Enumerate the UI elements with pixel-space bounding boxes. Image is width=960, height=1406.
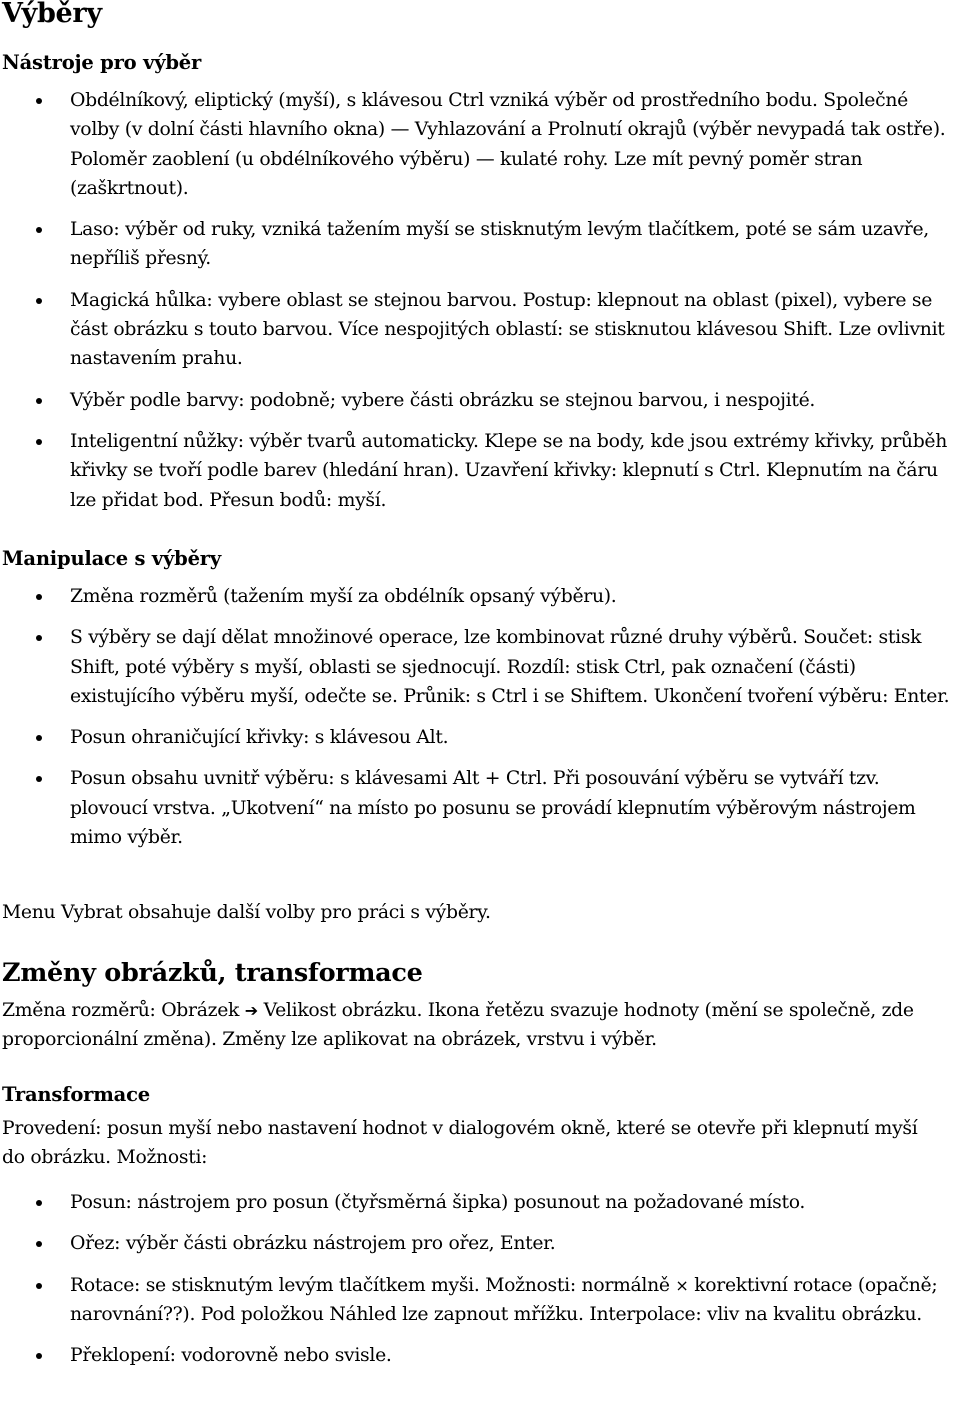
list-item-text: Inteligentní nůžky: výběr tvarů automaticky. Klepe se na body, kde jsou extrémy křivky, průběh křivky se tvoří podle barev (hledání hran). Uzavření křivky: klepnutí s Ctrl. Klepnutím na čáru lze přidat bod. Přesun bodů: myší. [70, 430, 948, 511]
list-item [0, 623, 954, 711]
list-item [0, 215, 954, 274]
bullet-icon [36, 1241, 42, 1247]
manipulation-note: Menu Vybrat obsahuje další volby pro práci s výběry. [2, 902, 491, 923]
bullet-icon [36, 227, 42, 233]
list-item-text: Překlopení: vodorovně nebo svisle. [70, 1345, 392, 1367]
list-item-text: Posun obsahu uvnitř výběru: s klávesami Alt + Ctrl. Při posouvání výběru se vytváří tzv. plovoucí vrstva. „Ukotvení“ na místo po posunu se provádí klepnutím výběrovým nástrojem mimo výběr. [70, 768, 916, 849]
list-item-text: Ořez: výběr části obrázku nástrojem pro ořez, Enter. [70, 1233, 556, 1255]
bullet-icon [36, 776, 42, 782]
list-item [0, 427, 954, 515]
transform-list [0, 1188, 954, 1370]
heading-manipulation: Manipulace s výběry [2, 547, 222, 570]
bullet-icon [36, 439, 42, 445]
list-item-text: Změna rozměrů (tažením myší za obdélník opsaný výběru). [70, 586, 617, 607]
times-icon: × [675, 1275, 689, 1295]
bullet-icon [36, 398, 42, 404]
list-item [0, 723, 954, 752]
heading-tools: Nástroje pro výběr [2, 51, 202, 74]
list-item [0, 286, 954, 374]
rotation-text-start: Rotace: se stisknutým levým tlačítkem myši. Možnosti: normálně [70, 1274, 670, 1296]
list-item-text: S výběry se dají dělat množinové operace, lze kombinovat různé druhy výběrů. Součet: stisk Shift, poté výběry s myší, oblasti se sjednocují. Rozdíl: stisk Ctrl, pak označení (části) existujícího výběru myší, odečte se. Průnik: s Ctrl i se Shiftem. Ukončení tvoření výběru: Enter. [70, 627, 950, 707]
bullet-icon [36, 1283, 42, 1289]
changes-text-end: Velikost obrázku. Ikona řetězu svazuje hodnoty (mění se společně, zde proporcionální změna). Změny lze aplikovat na obrázek, vrstvu i výběr. [2, 1000, 914, 1050]
list-item [0, 1271, 954, 1330]
list-item [0, 86, 954, 203]
bullet-icon [36, 594, 42, 600]
changes-text-start: Změna rozměrů: Obrázek [2, 1000, 240, 1021]
list-item [0, 764, 954, 852]
list-item-text: Posun ohraničující křivky: s klávesou Alt. [70, 727, 449, 749]
list-item [0, 386, 954, 415]
list-item [0, 582, 954, 611]
list-item [0, 1188, 954, 1217]
transform-intro: Provedení: posun myší nebo nastavení hodnot v dialogovém okně, které se otevře při klepnutí myší do obrázku. Možnosti: [2, 1118, 918, 1168]
bullet-icon [36, 98, 42, 104]
bullet-icon [36, 1200, 42, 1206]
rotation-text-end: korektivní rotace (opačně; narovnání??). Pod položkou Náhled lze zapnout mřížku. Interpolace: vliv na kvalitu obrázku. [70, 1274, 938, 1325]
bullet-icon [36, 298, 42, 304]
list-item-text: Výběr podle barvy: podobně; vybere části obrázku se stejnou barvou, i nespojité. [70, 389, 816, 411]
list-item-text: Magická hůlka: vybere oblast se stejnou barvou. Postup: klepnout na oblast (pixel), vybere se část obrázku s touto barvou. Více nespojitých oblastí: se stisknutou klávesou Shift. Lze ovlivnit nastavením prahu. [70, 289, 945, 370]
bullet-icon [36, 735, 42, 741]
arrow-right-icon: ➔ [244, 1001, 258, 1020]
bullet-icon [36, 1353, 42, 1359]
changes-paragraph [2, 996, 932, 1054]
list-item [0, 1229, 954, 1258]
page-title: Výběry [2, 0, 102, 29]
list-item-text: Posun: nástrojem pro posun (čtyřsměrná šipka) posunout na požadované místo. [70, 1192, 806, 1213]
bullet-icon [36, 635, 42, 641]
list-item-text: Obdélníkový, eliptický (myší), s klávesou Ctrl vzniká výběr od prostředního bodu. Společné volby (v dolní části hlavního okna) — Vyhlazování a Prolnutí okrajů (výběr nevypadá tak ostře). Poloměr zaoblení (u obdélníkového výběru) — kulaté rohy. Lze mít pevný poměr stran (zaškrtnout). [70, 90, 946, 199]
heading-changes: Změny obrázků, transformace [2, 958, 423, 988]
heading-transform: Transformace [2, 1083, 150, 1106]
manipulation-list [0, 582, 954, 852]
list-item [0, 1341, 954, 1370]
tools-list [0, 86, 954, 515]
list-item-text: Laso: výběr od ruky, vzniká tažením myší se stisknutým levým tlačítkem, poté se sám uzavře, nepříliš přesný. [70, 219, 929, 270]
